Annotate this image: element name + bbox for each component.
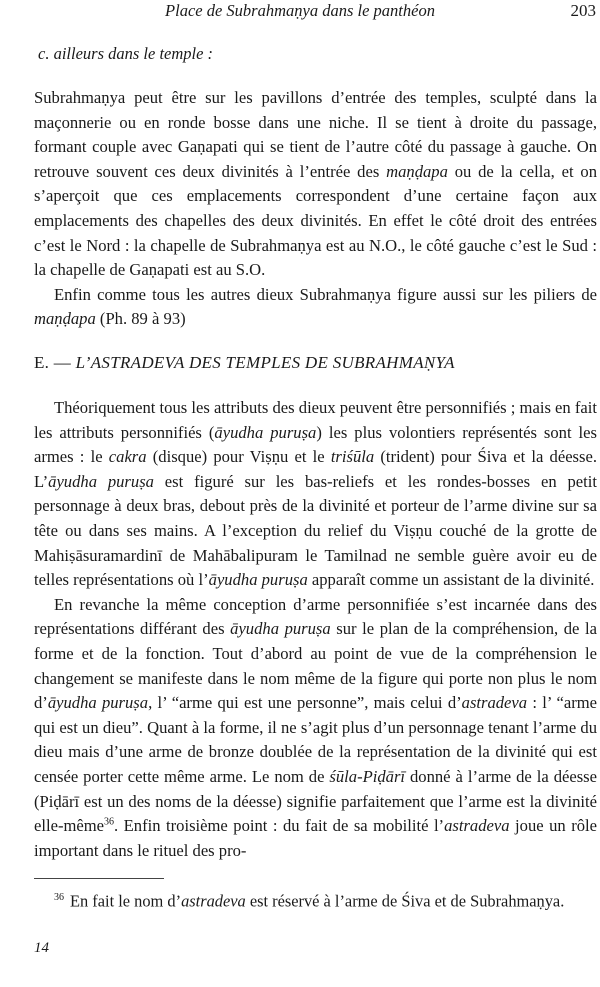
page-number: 203	[570, 1, 596, 20]
footnote-ref: 36	[104, 816, 115, 828]
subsection-heading: c. ailleurs dans le temple :	[38, 44, 214, 63]
signature-folio: 14	[34, 940, 49, 956]
paragraph-3: Théoriquement tous les attributs des dieux peuvent être personnifiés ; mais en fait les attributs personnifiés (āyudha puruṣa) les plus volontiers représentés sont les armes : le cakra (disque) pour Viṣṇu et le triśūla (trident) pour Śiva et la déesse. L’āyudha puruṣa est figuré sur les bas-reliefs et les rondes-bosses en petit personnage à deux bras, debout près de la divinité et porteur de l’arme divine sur sa tête ou dans ses mains. A l’exception du relief du Viṣṇu couché de la grotte de Mahiṣāsuramardinī de Mahābalipuram le Tamilnad ne semble guère avoir eu de telles représentations où l’āyudha puruṣa apparaît comme un assistant de la divinité.	[34, 398, 597, 590]
footnote-rule	[34, 878, 164, 879]
paragraph-1: Subrahmaṇya peut être sur les pavillons d’entrée des temples, sculpté dans la maçonnerie ou en ronde bosse dans une niche. Il se tient à droite du passage, formant couple avec Gaṇapati qui se tient de l’autre côté du passage à gauche. On retrouve souvent ces deux divinités à l’entrée des maṇḍapa ou de la cella, et on s’aperçoit que ces emplacements correspondent d’une certaine façon aux emplacements des chapelles des deux divinités. En effet le côté droit des entrées c’est le Nord : la chapelle de Subrahmaṇya est au N.O., le côté gauche c’est le Sud : la chapelle de Gaṇapati est au S.O.	[34, 88, 598, 280]
section-heading: E. — L’ASTRADEVA DES TEMPLES DE SUBRAHMAṆYA	[34, 353, 455, 372]
paragraph-4: En revanche la même conception d’arme personnifiée s’est incarnée dans des représentations différant des āyudha puruṣa sur le plan de la compréhension, de la forme et de la fonction. Tout d’abord au point de vue de la compréhension le changement se manifeste dans le nom même de la figure qui porte non plus le nom d’āyudha puruṣa, l’ “arme qui est une personne”, mais celui d’astradeva : l’ “arme qui est un dieu”. Quant à la forme, il ne s’agit plus d’un personnage tenant l’arme du dieu mais d’une arme de bronze doublée de la représentation de la divinité qui est censée porter cette même arme. Le nom de śūla-Piḍārī donné à l’arme de la déesse (Piḍārī est un des noms de la déesse) signifie parfaitement que l’arme est la divinité elle-même$^{36}$. Enfin troisième point : du fait de sa mobilité l’astradeva joue un rôle important dans le rituel des pro-	[34, 594, 597, 860]
footnote-number: 36	[54, 892, 64, 903]
text-block-1	[34, 86, 597, 332]
page-header	[0, 0, 600, 24]
text-block-2	[34, 396, 597, 863]
footnote: $^{36}$ En fait le nom d’astradeva est réservé à l’arme de Śiva et de Subrahmaṇya.	[54, 891, 565, 911]
running-title: Place de Subrahmaṇya dans le panthéon	[165, 1, 435, 20]
paragraph-2: Enfin comme tous les autres dieux Subrahmaṇya figure aussi sur les piliers de maṇḍapa (Ph. 89 à 93)	[34, 284, 597, 329]
